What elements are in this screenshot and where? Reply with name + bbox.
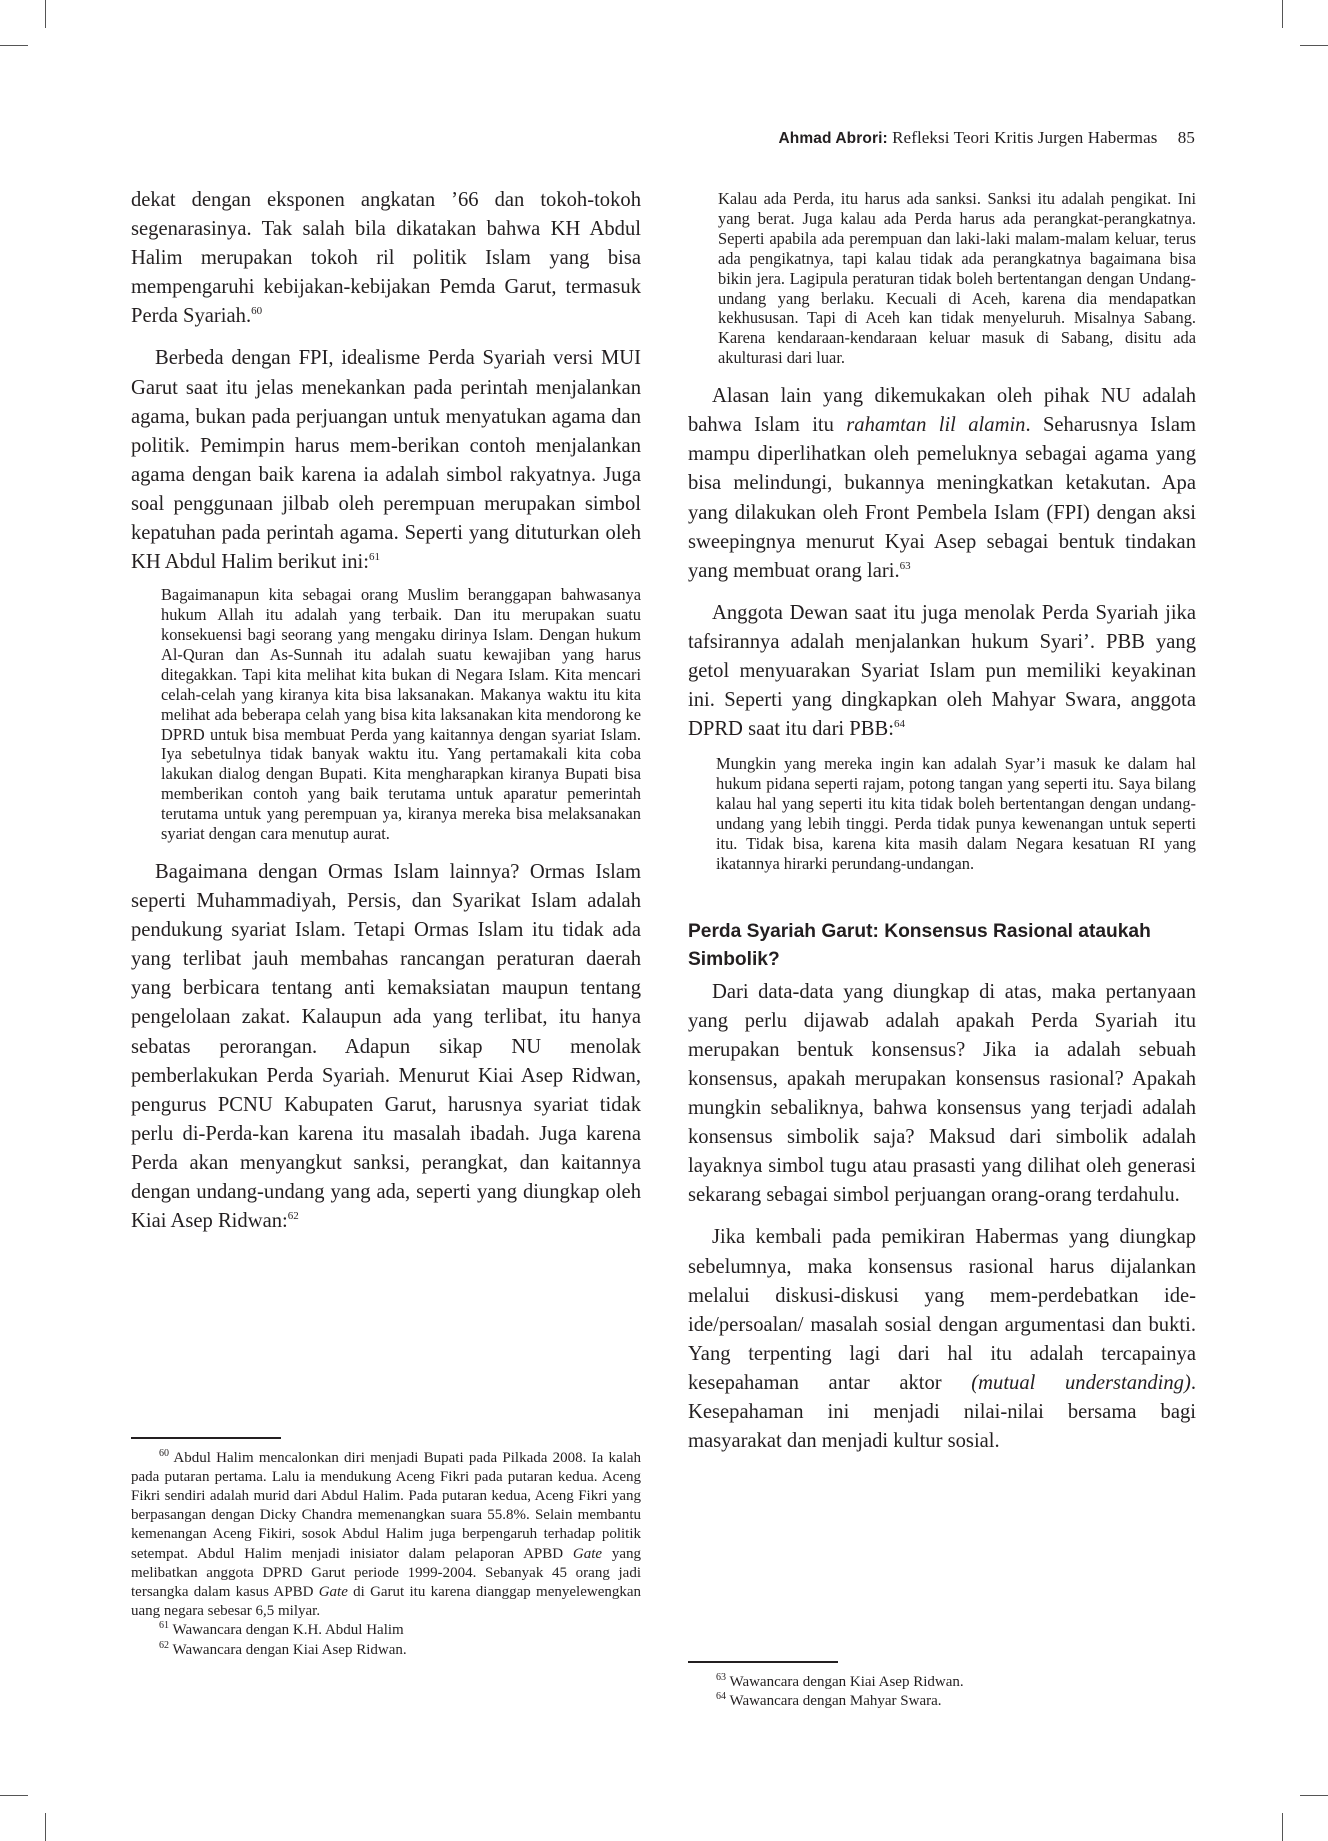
footnote-ref[interactable]: 62 xyxy=(287,1210,299,1223)
right-column xyxy=(688,189,1196,1456)
footnotes-right xyxy=(688,1661,1196,1711)
paragraph: dekat dengan eksponen angkatan ’66 dan tokoh-tokoh segenarasinya. Tak salah bila dikatakan bahwa KH Abdul Halim merupakan tokoh ril politik Islam yang bisa mempengaruhi kebijakan-kebijakan Pemda Garut, termasuk Perda Syariah.$^{60}$ xyxy=(131,189,641,328)
section-heading: Perda Syariah Garut: Konsensus Rasional ataukah Simbolik? xyxy=(688,920,1151,970)
footnote: $^{61}$ Wawancara dengan K.H. Abdul Halim xyxy=(159,1620,404,1639)
footnote: $^{64}$ Wawancara dengan Mahyar Swara. xyxy=(716,1690,942,1709)
header-author: Ahmad Abrori: xyxy=(778,130,888,147)
footnote-ref[interactable]: 61 xyxy=(368,551,380,564)
footnote-rule xyxy=(688,1661,838,1663)
paragraph: Anggota Dewan saat itu juga menolak Perda Syariah jika tafsirannya adalah menjalankan hukum Syari’. PBB yang getol menyuarakan Syariat Islam pun memiliki keyakinan ini. Seperti yang dingkapkan oleh Mahyar Swara, anggota DPRD saat itu dari PBB:$^{64}$ xyxy=(688,601,1196,741)
footnote-ref[interactable]: 64 xyxy=(893,718,905,731)
crop-mark xyxy=(0,45,28,46)
footnote-rule xyxy=(131,1437,281,1439)
paragraph: Alasan lain yang dikemukakan oleh pihak NU adalah bahwa Islam itu rahamtan lil alamin. Seharusnya Islam mampu diperlihatkan oleh pemeluknya sebagai agama yang bisa melindungi, bukannya meningkatkan ketakutan. Apa yang dilakukan oleh Front Pembela Islam (FPI) dengan aksi sweepingnya menurut Kyai Asep sebagai bentuk tindakan yang membuat orang lari.$^{63}$ xyxy=(688,385,1197,582)
crop-mark xyxy=(1300,1795,1328,1796)
block-quote: Kalau ada Perda, itu harus ada sanksi. Sanksi itu adalah pengikat. Ini yang berat. Juga kalau ada Perda harus ada perangkat-perangkatnya. Seperti apabila ada perempuan dan laki-laki malam-malam keluar, terus ada pengikatnya, tapi kalau tidak ada perangkatnya bagaimana bisa bikin jera. Lagipula peraturan tidak boleh bertentangan dengan Undang-undang yang berlaku. Kecuali di Aceh, karena dia mendapatkan kekhususan. Tapi di Aceh kan tidak menyeluruh. Misalnya Sabang. Karena kendaraan-kendaraan keluar masuk di Sabang, disitu ada akulturasi dari luar. xyxy=(718,189,1196,368)
footnote: $^{63}$ Wawancara dengan Kiai Asep Ridwan. xyxy=(716,1671,964,1690)
header-title: Refleksi Teori Kritis Jurgen Habermas xyxy=(892,128,1158,147)
paragraph: Berbeda dengan FPI, idealisme Perda Syariah versi MUI Garut saat itu jelas menekankan pada perintah menjalankan agama, bukan pada perjuangan untuk menyatukan agama dan politik. Pemimpin harus mem-berikan contoh menjalankan agama dengan baik karena ia adalah simbol rakyatnya. Juga soal penggunaan jilbab oleh perempuan merupakan simbol kepatuhan pada perintah agama. Seperti yang dituturkan oleh KH Abdul Halim berikut ini:$^{61}$ xyxy=(131,347,641,574)
crop-mark xyxy=(1282,0,1283,28)
page-number: 85 xyxy=(1177,128,1195,147)
footnote-ref[interactable]: 63 xyxy=(899,559,911,572)
paragraph: Jika kembali pada pemikiran Habermas yang diungkap sebelumnya, maka konsensus rasional harus dijalankan melalui diskusi-diskusi yang mem-perdebatkan ide-ide/persoalan/ masalah sosial dengan argumentasi dan bukti. Yang terpenting lagi dari hal itu adalah tercapainya kesepahaman antar aktor (mutual understanding). Kesepahaman ini menjadi nilai-nilai bersama bagi masyarakat dan menjadi kultur sosial. xyxy=(688,1226,1196,1453)
paragraph: Bagaimana dengan Ormas Islam lainnya? Ormas Islam seperti Muhammadiyah, Persis, dan Syarikat Islam adalah pendukung syariat Islam. Tetapi Ormas Islam itu tidak ada yang terlibat jauh membahas rancangan peraturan daerah yang berbicara tentang anti kemaksiatan maupun tentang pengelolaan zakat. Kalaupun ada yang terlibat, itu hanya sebatas perorangan. Adapun sikap NU menolak pemberlakukan Perda Syariah. Menurut Kiai Asep Ridwan, pengurus PCNU Kabupaten Garut, harusnya syariat tidak perlu di-Perda-kan karena itu masalah ibadah. Juga karena Perda akan menyangkut sanksi, perangkat, dan kaitannya dengan undang-undang yang ada, seperti yang diungkap oleh Kiai Asep Ridwan:$^{62}$ xyxy=(131,861,641,1233)
crop-mark xyxy=(45,0,46,28)
crop-mark xyxy=(45,1813,46,1841)
crop-mark xyxy=(1282,1813,1283,1841)
footnote-ref[interactable]: 60 xyxy=(251,305,263,318)
paragraph: Dari data-data yang diungkap di atas, maka pertanyaan yang perlu dijawab adalah apakah Perda Syariah itu merupakan bentuk konsensus? Jika ia adalah sebuah konsensus, apakah merupakan konsensus rasional? Apakah mungkin sebaliknya, bahwa konsensus yang terjadi adalah konsensus simbolik saja? Maksud dari simbolik adalah layaknya simbol tugu atau prasasti yang dilihat oleh generasi sekarang sebagai simbol perjuangan orang-orang terdahulu. xyxy=(688,980,1196,1207)
crop-mark xyxy=(0,1795,28,1796)
block-quote: Mungkin yang mereka ingin kan adalah Syar’i masuk ke dalam hal hukum pidana seperti rajam, potong tangan yang seperti itu. Saya bilang kalau hal yang seperti itu kita tidak boleh bertentangan dengan undang-undang yang lebih tinggi. Perda tidak punya kewenangan untuk seperti itu. Tidak bisa, karena kita masih dalam Negara kesatuan RI yang ikatannya hirarki perundang-undangan. xyxy=(716,754,1196,873)
left-column xyxy=(131,186,641,1236)
crop-mark xyxy=(1300,45,1328,46)
block-quote: Bagaimanapun kita sebagai orang Muslim beranggapan bahwasanya hukum Allah itu adalah yang terbaik. Dan itu merupakan suatu konsekuensi bagi seorang yang mengaku dirinya Islam. Dengan hukum Al-Quran dan As-Sunnah itu adalah suatu kewajiban yang harus ditegakkan. Tapi kita melihat kita bukan di Negara Islam. Kita mencari celah-celah yang kiranya kita bisa laksanakan. Makanya waktu itu kita melihat ada beberapa celah yang bisa kita laksanakan kita mendorong ke DPRD untuk bisa membuat Perda yang kaitannya dengan syariat Islam. Iya sebetulnya tidak banyak waktu itu. Yang pertamakali kita coba lakukan dialog dengan Bupati. Kita mengharapkan kiranya Bupati bisa memberikan contoh yang baik terutama untuk aparatur pemerintah terutama untuk yang perempuan ya, kiranya mereka bisa melaksanakan syariat dengan cara menutup aurat. xyxy=(161,585,641,844)
footnotes-left xyxy=(131,1437,641,1660)
footnote: $^{62}$ Wawancara dengan Kiai Asep Ridwan. xyxy=(159,1639,407,1658)
footnote: $^{60}$ Abdul Halim mencalonkan diri menjadi Bupati pada Pilkada 2008. Ia kalah pada putaran pertama. Lalu ia mendukung Aceng Fikri pada putaran kedua. Aceng Fikri sendiri adalah murid dari Abdul Halim. Pada putaran kedua, Aceng Fikri yang berpasangan dengan Dicky Chandra memenangkan suara 55.8%. Selain membantu kemenangan Aceng Fikiri, sosok Abdul Halim juga berpengaruh terhadap politik setempat. Abdul Halim menjadi inisiator dalam pelaporan APBD Gate yang melibatkan anggota DPRD Garut periode 1999-2004. Sebanyak 45 orang jadi tersangka dalam kasus APBD Gate di Garut itu karena dianggap menyelewengkan uang negara sebesar 6,5 milyar. xyxy=(131,1447,642,1620)
running-header xyxy=(779,128,1195,148)
